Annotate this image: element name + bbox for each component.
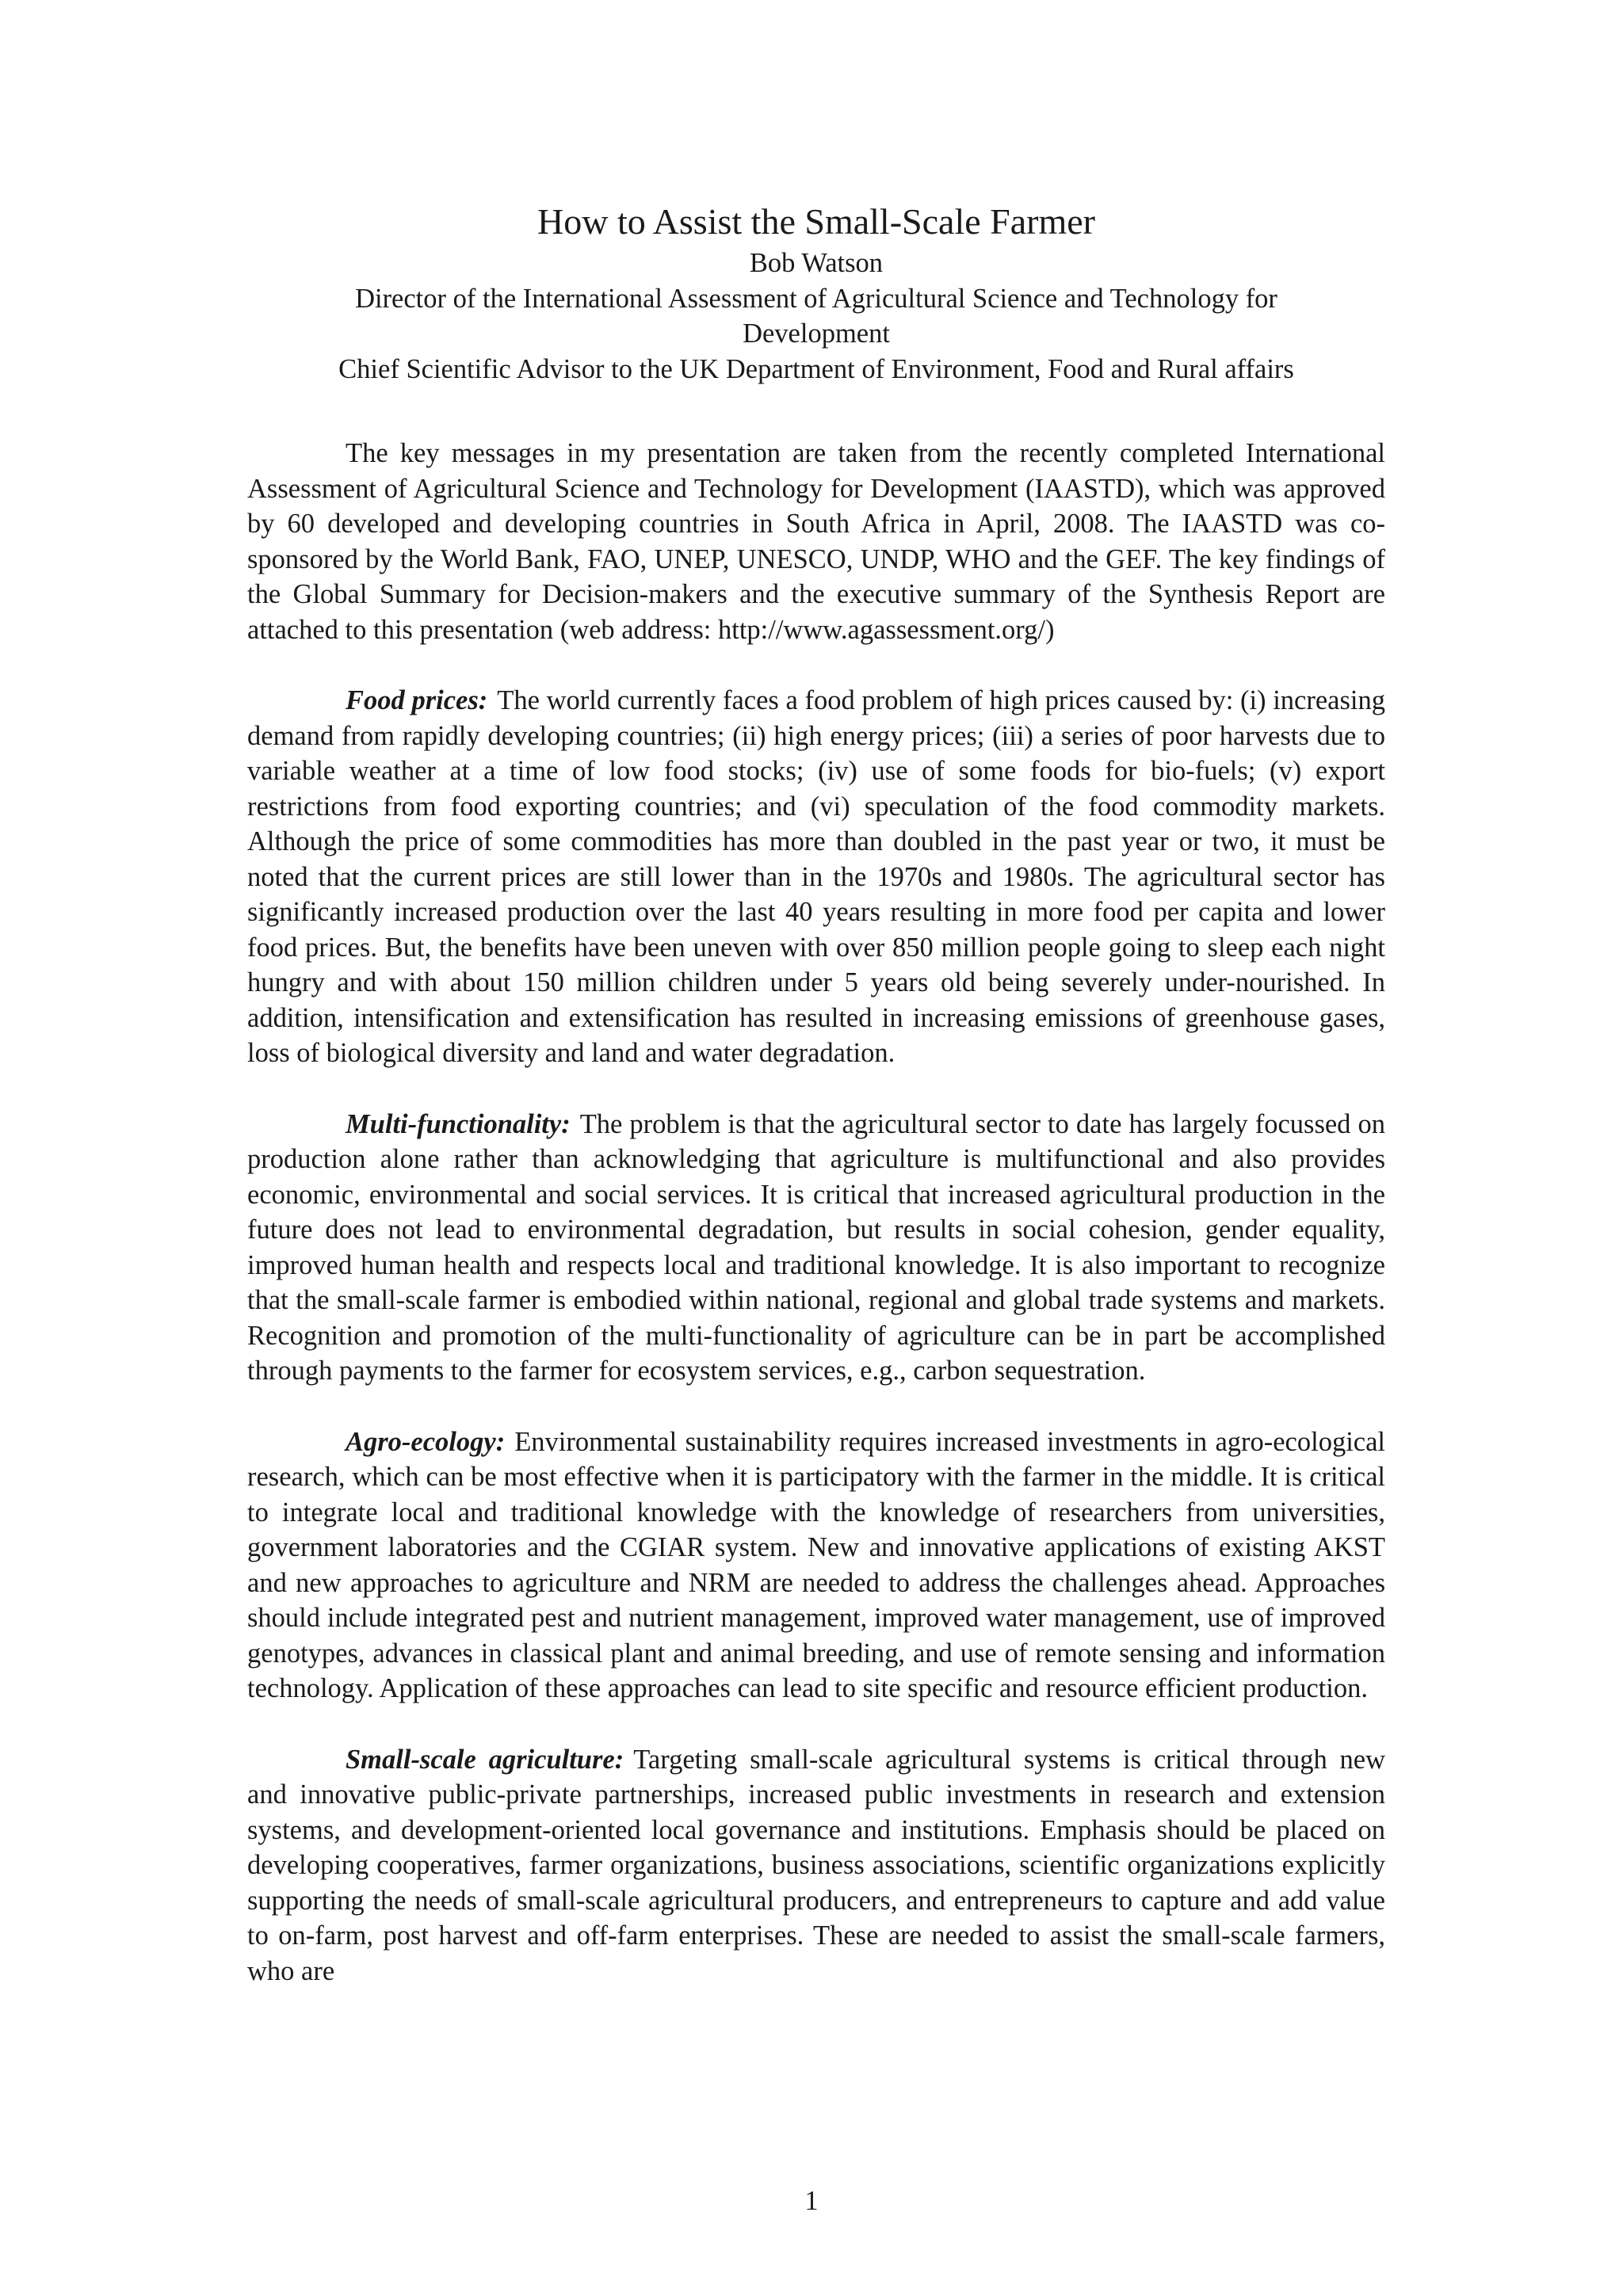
intro-paragraph: The key messages in my presentation are taken from the recently completed International Assessment of Agricultural Science and Technology for Development (IAASTD), which was approved by 60 developed and developing countries in South Africa in April, 2008. The IAASTD was co-sponsored by the World Bank, FAO, UNEP, UNESCO, UNDP, WHO and the GEF. The key findings of the Global Summary for Decision-makers and the executive summary of the Synthesis Report are attached to this presentation (web address: http://www.agassessment.org/): [247, 438, 1385, 645]
section-paragraph-food-prices: [247, 683, 1385, 1071]
section-heading-multi-functionality: Multi-functionality:: [346, 1108, 571, 1139]
document-page: [247, 198, 1385, 2024]
affiliation-line-1: Director of the International Assessment of Agricultural Science and Technology for: [355, 283, 1277, 314]
author-name: Bob Watson: [749, 248, 884, 278]
section-text-small-scale-agriculture: Targeting small-scale agricultural systems is critical through new and innovative public-private partnerships, increased public investments in research and extension systems, and development-oriented local governance and institutions. Emphasis should be placed on developing cooperatives, farmer organizations, business associations, scientific organizations explicitly supporting the needs of small-scale agricultural producers, and entrepreneurs to capture and add value to on-farm, post harvest and off-farm enterprises. These are needed to assist the small-scale farmers, who are: [247, 1744, 1386, 1986]
section-text-agro-ecology: Environmental sustainability requires increased investments in agro-ecological research, which can be most effective when it is participatory with the farmer in the middle. It is critical to integrate local and traditional knowledge with the knowledge of researchers from universities, government laboratories and the CGIAR system. New and innovative applications of existing AKST and new approaches to agriculture and NRM are needed to address the challenges ahead. Approaches should include integrated pest and nutrient management, improved water management, use of improved genotypes, advances in classical plant and animal breeding, and use of remote sensing and information technology. Application of these approaches can lead to site specific and resource efficient production.: [247, 1426, 1385, 1703]
section-heading-food-prices: Food prices:: [346, 685, 488, 715]
section-paragraph-multi-functionality: [247, 1107, 1385, 1389]
section-paragraph-agro-ecology: [247, 1425, 1385, 1707]
section-text-food-prices: The world currently faces a food problem of high prices caused by: (i) increasing demand from rapidly developing countries; (ii) high energy prices; (iii) a series of poor harvests due to variable weather at a time of low food stocks; (iv) use of some foods for bio-fuels; (v) export restrictions from food exporting countries; and (vi) speculation of the food commodity markets. Although the price of some commodities has more than doubled in the past year or two, it must be noted that the current prices are still lower than in the 1970s and 1980s. The agricultural sector has significantly increased production over the last 40 years resulting in more food per capita and lower food prices. But, the benefits have been uneven with over 850 million people going to sleep each night hungry and with about 150 million children under 5 years old being severely under-nourished. In addition, intensification and extensification has resulted in increasing emissions of greenhouse gases, loss of biological diversity and land and water degradation.: [247, 685, 1385, 1068]
section-text-multi-functionality: The problem is that the agricultural sector to date has largely focussed on production alone rather than acknowledging that agriculture is multifunctional and also provides economic, environmental and social services. It is critical that increased agricultural production in the future does not lead to environmental degradation, but results in social cohesion, gender equality, improved human health and respects local and traditional knowledge. It is also important to recognize that the small-scale farmer is embodied within national, regional and global trade systems and markets. Recognition and promotion of the multi-functionality of agriculture can be in part be accomplished through payments to the farmer for ecosystem services, e.g., carbon sequestration.: [247, 1108, 1385, 1386]
page-number: 1: [804, 2186, 819, 2216]
section-heading-small-scale-agriculture: Small-scale agriculture:: [346, 1744, 624, 1775]
section-heading-agro-ecology: Agro-ecology:: [346, 1426, 506, 1457]
affiliation-line-2: Development: [743, 318, 890, 349]
affiliation-line-3: Chief Scientific Advisor to the UK Department of Environment, Food and Rural affairs: [338, 353, 1294, 384]
document-title: How to Assist the Small-Scale Farmer: [537, 201, 1095, 242]
document-header: [247, 198, 1385, 387]
section-paragraph-small-scale-agriculture: [247, 1742, 1385, 1989]
